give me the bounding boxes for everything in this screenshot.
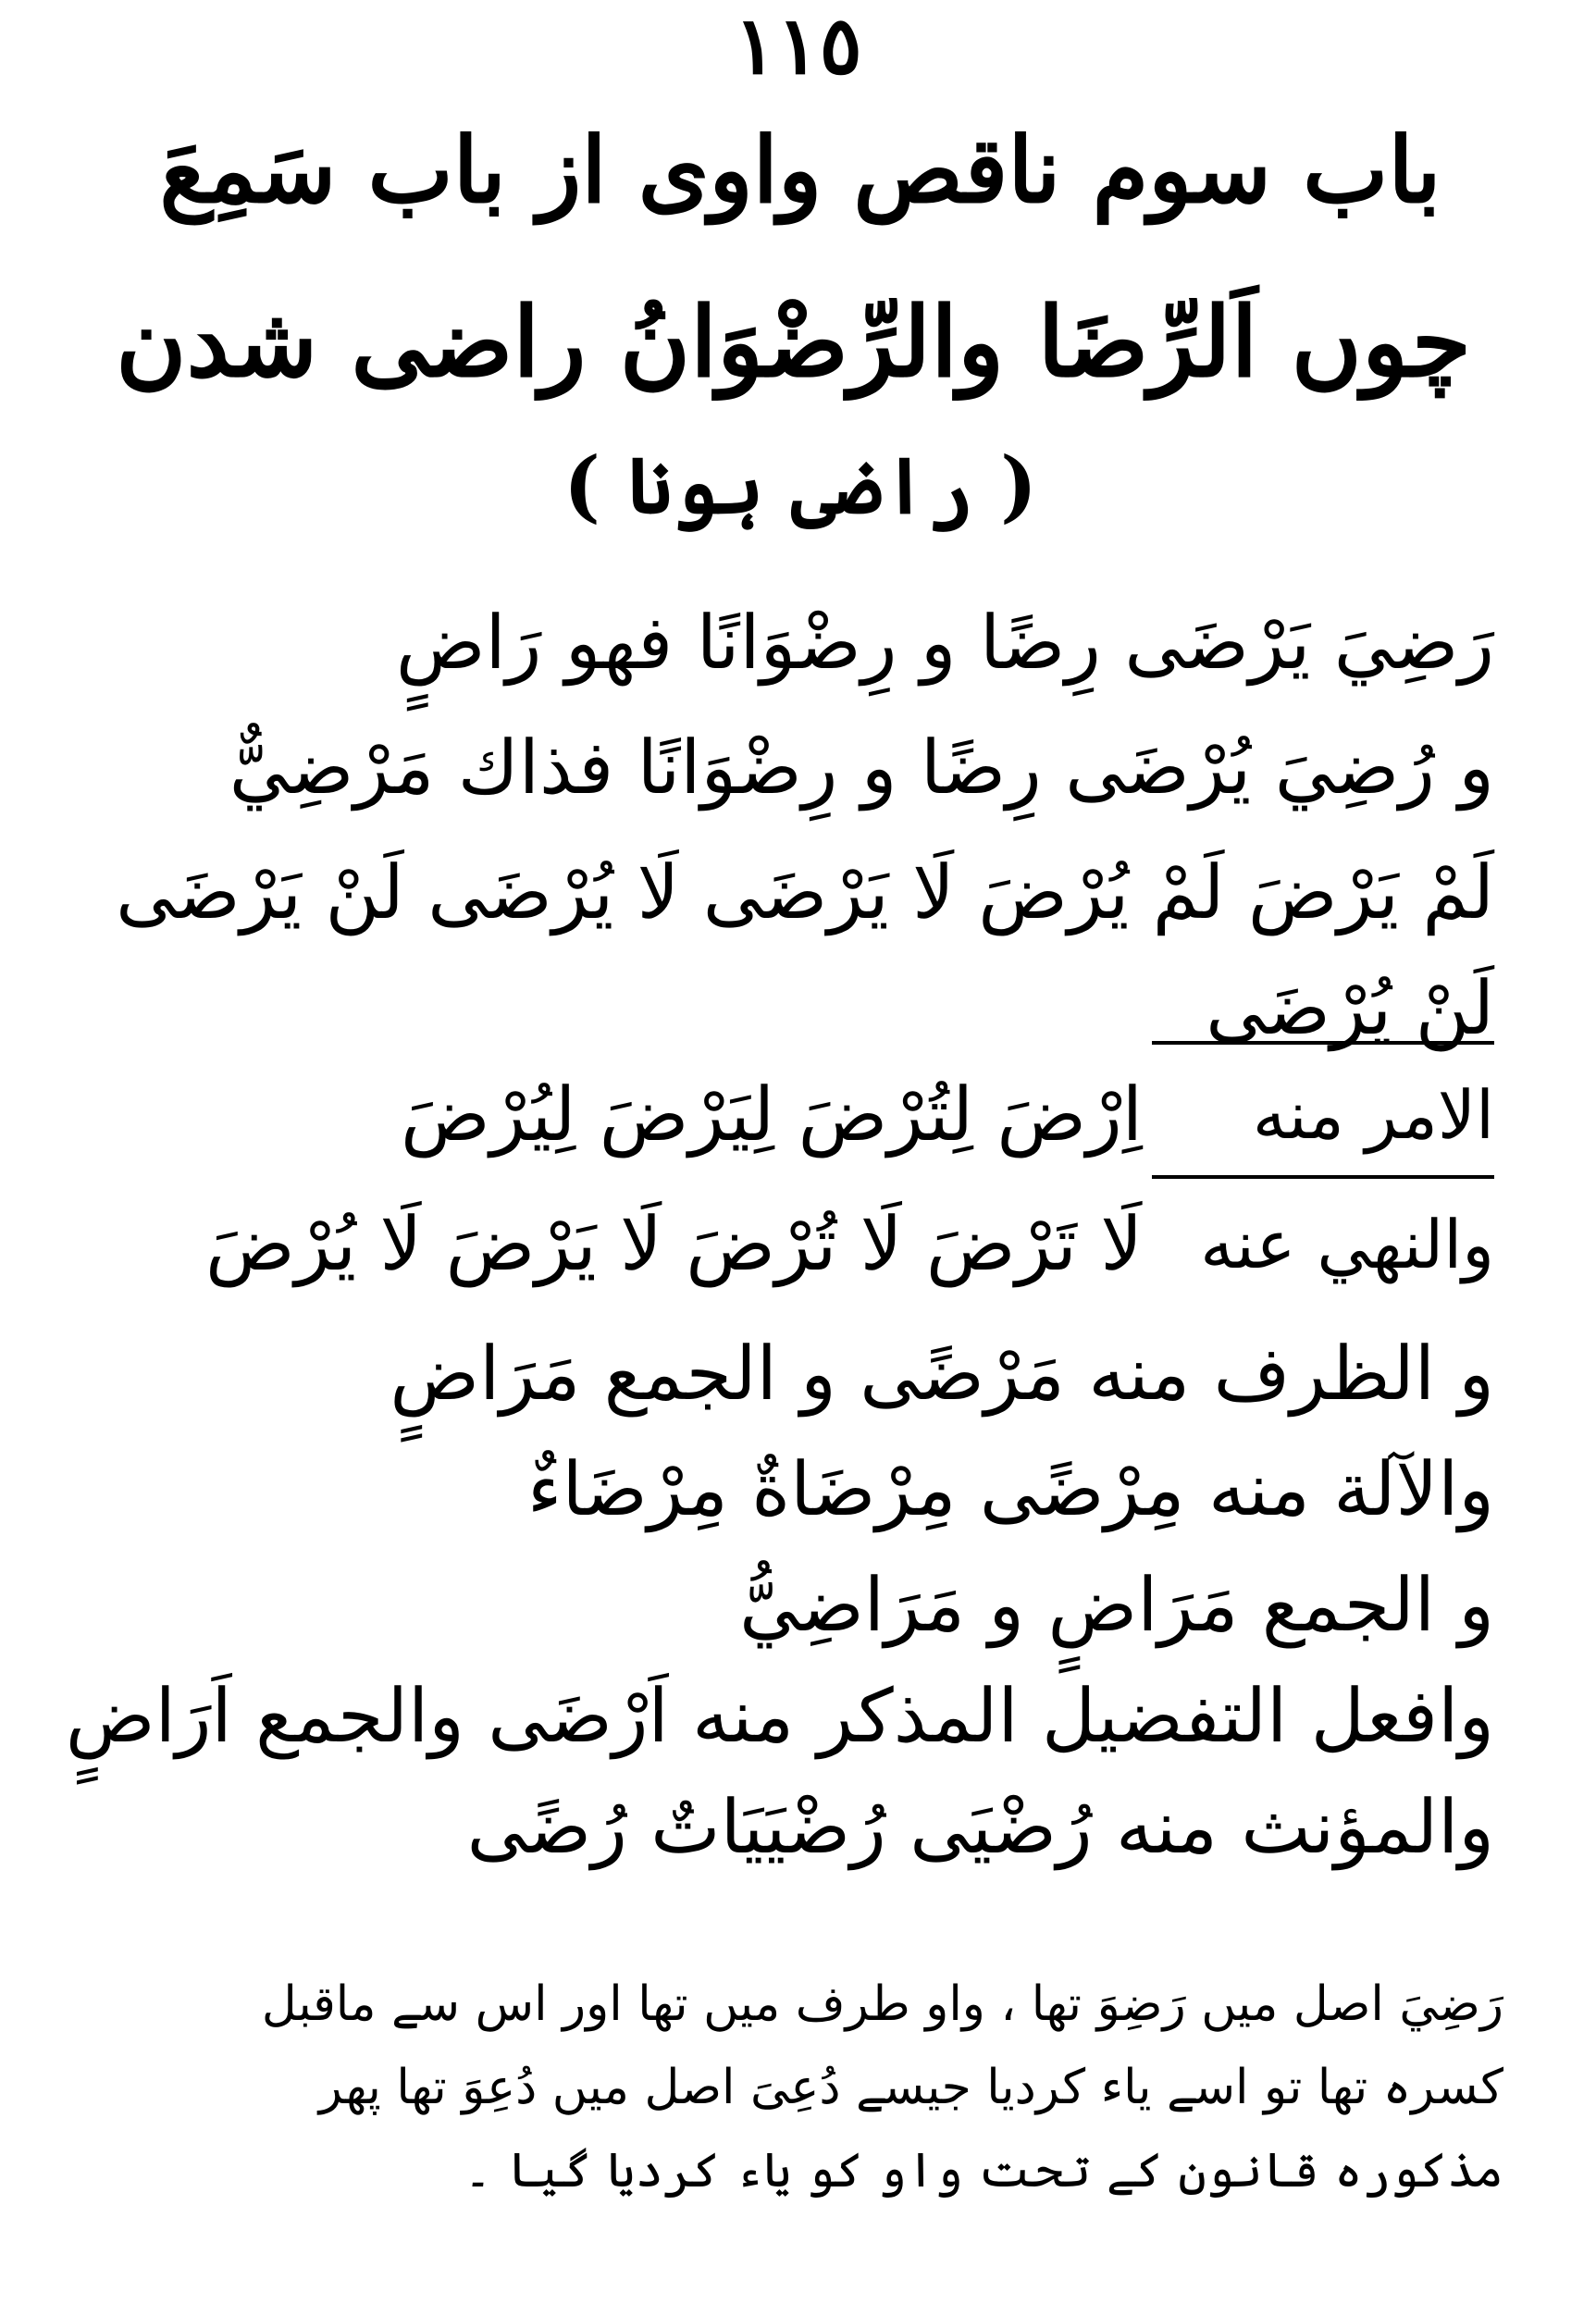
muannas-line: والمؤنث منه رُضْيَى رُضْيَيَاتٌ رُضًى xyxy=(466,1784,1494,1870)
amr-forms: اِرْضَ لِتُرْضَ لِيَرْضَ لِيُرْضَ xyxy=(401,1071,1143,1158)
note-line-3: مذکورہ قانون کے تحت واو کو یاء کردیا گیا ۔ xyxy=(464,2143,1503,2199)
nahi-forms: لَا تَرْضَ لَا تُرْضَ لَا يَرْضَ لَا يُرْضَ xyxy=(204,1201,1143,1287)
madi-active-line: رَضِيَ يَرْضَى رِضًا و رِضْوَانًا فهو رَاضٍ xyxy=(395,600,1494,686)
madi-passive-line: و رُضِيَ يُرْضَى رِضًا و رِضْوَانًا فذاك مَرْضِيٌّ xyxy=(229,725,1494,811)
amr-label: الامر منه xyxy=(1252,1076,1494,1154)
negation-line-continued: لَنْ يُرْضَى xyxy=(1206,965,1494,1051)
label-divider-top xyxy=(1152,1041,1494,1045)
nahi-label: والنهي عنه xyxy=(1200,1206,1494,1283)
chapter-heading: باب سوم ناقص واوی از باب سَمِعَ xyxy=(159,118,1441,224)
aala-plural-line: و الجمع مَرَاضٍ و مَرَاضِيُّ xyxy=(739,1562,1494,1648)
masdar-heading: چوں اَلرِّضَا والرِّضْوَانُ راضی شدن xyxy=(116,285,1471,399)
meaning-heading: ( راضی ہونا ) xyxy=(563,440,1037,531)
note-line-1: رَضِيَ اصل میں رَضِوَ تھا ، واو طرف میں تھا اور اس سے ماقبل xyxy=(261,1976,1503,2032)
aala-line: والآلة منه مِرْضًى مِرْضَاةٌ مِرْضَاءٌ xyxy=(526,1446,1494,1532)
negation-line: لَمْ يَرْضَ لَمْ يُرْضَ لَا يَرْضَى لَا يُرْضَى لَنْ يَرْضَى xyxy=(116,849,1494,935)
tafzeel-line: وافعل التفضيل المذكر منه اَرْضَى والجمع اَرَاضٍ xyxy=(65,1673,1494,1759)
label-divider-bottom xyxy=(1152,1175,1494,1179)
note-line-2: کسرہ تھا تو اسے یاء کردیا جیسے دُعِیَ اصل میں دُعِوَ تھا پھر xyxy=(318,2060,1503,2115)
page-number: ١١٥ xyxy=(734,0,862,93)
zarf-line: و الظرف منه مَرْضًى و الجمع مَرَاضٍ xyxy=(390,1331,1494,1417)
